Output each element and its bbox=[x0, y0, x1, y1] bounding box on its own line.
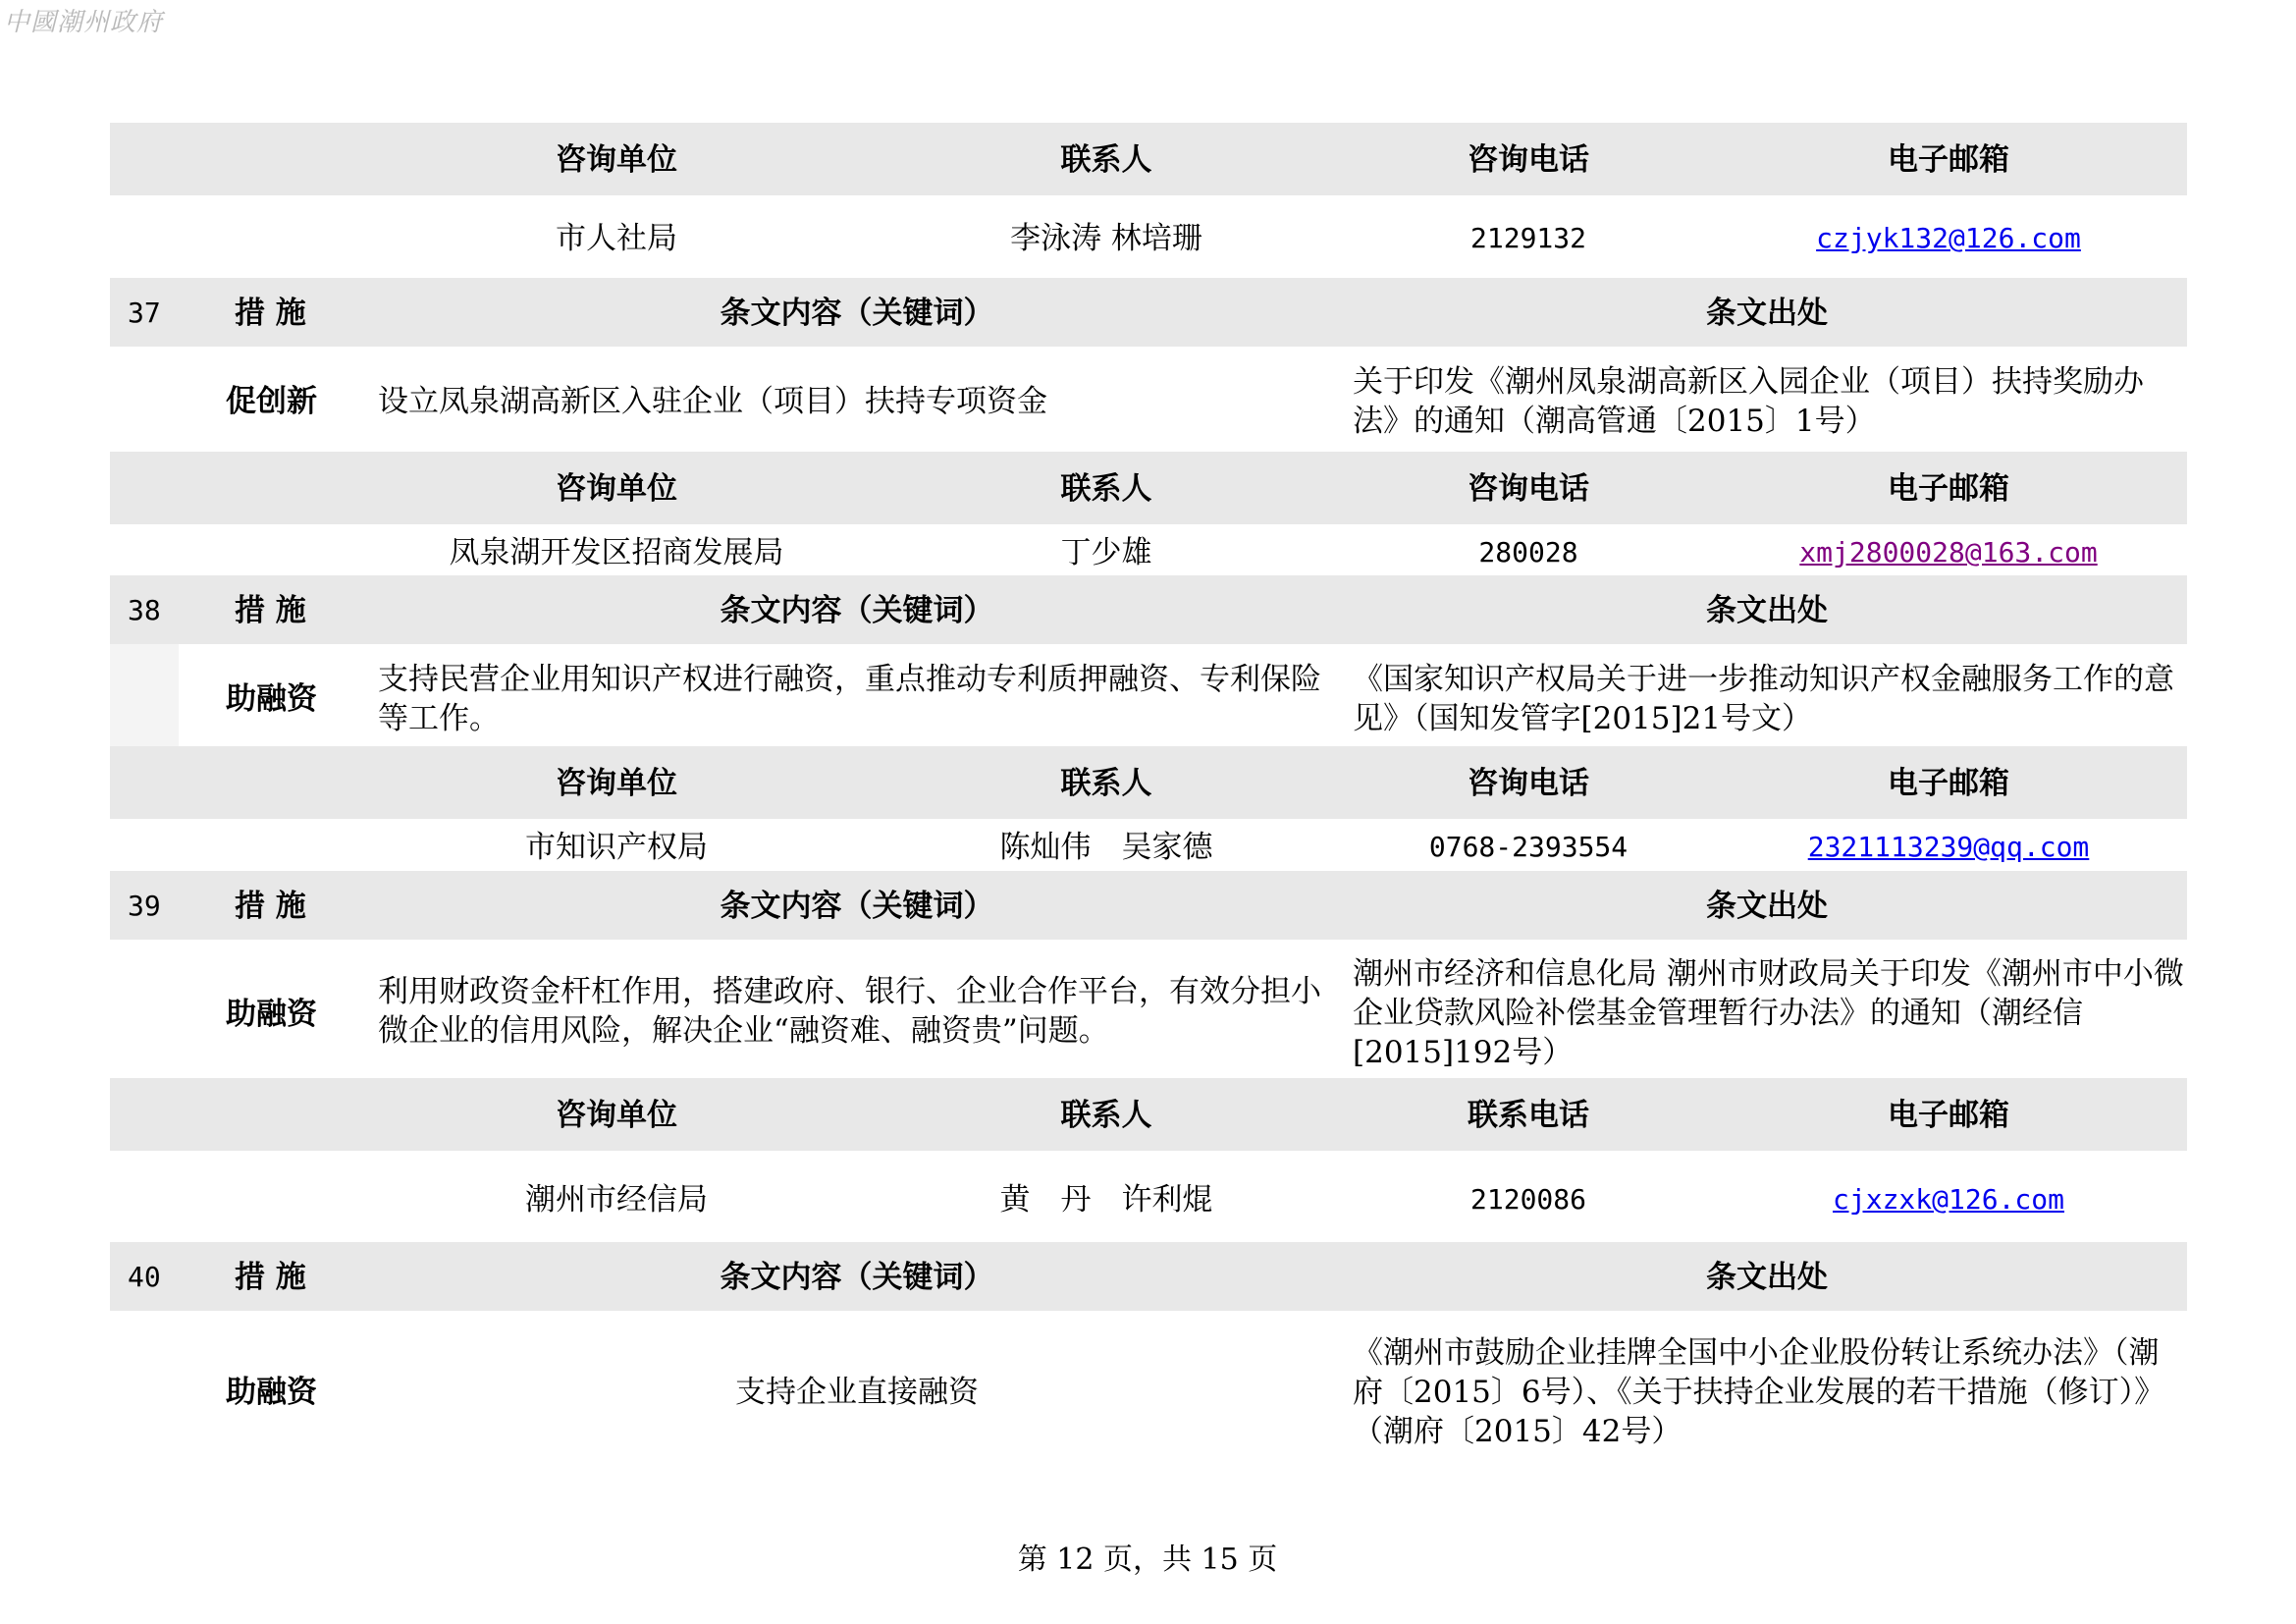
contact-header-email: 电子邮箱 bbox=[1888, 471, 2009, 507]
contact-header-person: 联系人 bbox=[1060, 142, 1152, 178]
contact-header-email: 电子邮箱 bbox=[1888, 766, 2009, 801]
contact-header-email: 电子邮箱 bbox=[1888, 1098, 2009, 1133]
footer-total-pages: 15 bbox=[1201, 1543, 1239, 1577]
item-header-band bbox=[110, 1242, 2187, 1311]
contact-phone: 2129132 bbox=[1469, 222, 1587, 254]
category-label: 促创新 bbox=[226, 384, 317, 419]
contact-email-link[interactable]: czjyk132@126.com bbox=[1816, 222, 2081, 254]
content-text: 支持企业直接融资 bbox=[735, 1375, 979, 1410]
contact-unit: 市知识产权局 bbox=[525, 830, 708, 865]
item-number: 39 bbox=[128, 890, 161, 922]
contact-header-unit: 咨询单位 bbox=[556, 766, 677, 801]
contact-unit: 市人社局 bbox=[556, 221, 677, 256]
footer-suffix: 页 bbox=[1248, 1543, 1278, 1577]
item-header-band bbox=[110, 575, 2187, 644]
contact-header-phone: 咨询电话 bbox=[1468, 471, 1589, 507]
measure-label: 措 施 bbox=[235, 1260, 306, 1295]
item-number: 37 bbox=[128, 297, 161, 329]
content-header: 条文内容（关键词） bbox=[720, 1260, 994, 1295]
content-header: 条文内容（关键词） bbox=[720, 889, 994, 924]
measure-label: 措 施 bbox=[235, 593, 306, 628]
contact-phone: 2120086 bbox=[1469, 1183, 1587, 1216]
content-text: 设立凤泉湖高新区入驻企业（项目）扶持专项资金 bbox=[378, 384, 1047, 419]
row-gutter bbox=[110, 644, 179, 746]
contact-header-phone: 联系电话 bbox=[1468, 1098, 1589, 1133]
category-label: 助融资 bbox=[226, 997, 317, 1032]
item-number: 38 bbox=[128, 594, 161, 626]
watermark-logo: 中國潮州政府 bbox=[4, 8, 164, 37]
item-header-band bbox=[110, 871, 2187, 940]
contact-header-person: 联系人 bbox=[1060, 471, 1152, 507]
contact-header-person: 联系人 bbox=[1060, 1098, 1152, 1133]
category-label: 助融资 bbox=[226, 681, 317, 717]
footer-prefix: 第 bbox=[1017, 1543, 1047, 1577]
contact-person: 丁少雄 bbox=[1060, 535, 1152, 570]
measure-label: 措 施 bbox=[235, 889, 306, 924]
contact-header-unit: 咨询单位 bbox=[556, 471, 677, 507]
contact-phone: 280028 bbox=[1478, 536, 1578, 568]
contact-header-person: 联系人 bbox=[1060, 766, 1152, 801]
source-text: 《潮州市鼓励企业挂牌全国中小企业股份转让系统办法》（潮府〔2015〕6号）、《关于扶持企业发展的若干措施（修订）》（潮府〔2015〕42号） bbox=[1353, 1335, 2165, 1449]
contact-person: 李泳涛 林培珊 bbox=[1010, 221, 1202, 256]
footer-middle: 页，共 bbox=[1103, 1543, 1192, 1577]
contact-email-link[interactable]: xmj2800028@163.com bbox=[1799, 536, 2098, 568]
contact-header-unit: 咨询单位 bbox=[556, 142, 677, 178]
content-header: 条文内容（关键词） bbox=[720, 296, 994, 331]
content-header: 条文内容（关键词） bbox=[720, 593, 994, 628]
contact-header-email: 电子邮箱 bbox=[1888, 142, 2009, 178]
contact-person: 陈灿伟 吴家德 bbox=[999, 830, 1213, 865]
content-text: 支持民营企业用知识产权进行融资，重点推动专利质押融资、专利保险等工作。 bbox=[378, 662, 1321, 736]
contact-header-phone: 咨询电话 bbox=[1468, 766, 1589, 801]
page-footer bbox=[1018, 1535, 1278, 1578]
source-text: 潮州市经济和信息化局 潮州市财政局关于印发《潮州市中小微企业贷款风险补偿基金管理暂行办法》的通知（潮经信[2015]192号） bbox=[1353, 956, 2184, 1070]
source-header: 条文出处 bbox=[1706, 1260, 1828, 1295]
contact-person: 黄 丹 许利焜 bbox=[999, 1182, 1213, 1218]
contact-phone: 0768-2393554 bbox=[1428, 831, 1629, 863]
item-number: 40 bbox=[128, 1261, 161, 1293]
contact-header-phone: 咨询电话 bbox=[1468, 142, 1589, 178]
source-header: 条文出处 bbox=[1706, 889, 1828, 924]
contact-unit: 潮州市经信局 bbox=[525, 1182, 708, 1218]
source-header: 条文出处 bbox=[1706, 296, 1828, 331]
content-text: 利用财政资金杆杠作用，搭建政府、银行、企业合作平台，有效分担小微企业的信用风险，解决企业“融资难、融资贵”问题。 bbox=[378, 974, 1321, 1049]
contact-header-unit: 咨询单位 bbox=[556, 1098, 677, 1133]
source-text: 关于印发《潮州凤泉湖高新区入园企业（项目）扶持奖励办法》的通知（潮高管通〔2015〕1号） bbox=[1353, 364, 2144, 439]
contact-email-link[interactable]: cjxzxk@126.com bbox=[1832, 1183, 2065, 1216]
contact-email-link[interactable]: 2321113239@qq.com bbox=[1807, 831, 2090, 863]
measure-label: 措 施 bbox=[235, 296, 306, 331]
source-header: 条文出处 bbox=[1706, 593, 1828, 628]
source-text: 《国家知识产权局关于进一步推动知识产权金融服务工作的意见》（国知发管字[2015]21号文） bbox=[1353, 662, 2174, 736]
category-label: 助融资 bbox=[226, 1375, 317, 1410]
item-header-band bbox=[110, 278, 2187, 347]
footer-page-number: 12 bbox=[1056, 1543, 1095, 1577]
contact-unit: 凤泉湖开发区招商发展局 bbox=[449, 535, 784, 570]
